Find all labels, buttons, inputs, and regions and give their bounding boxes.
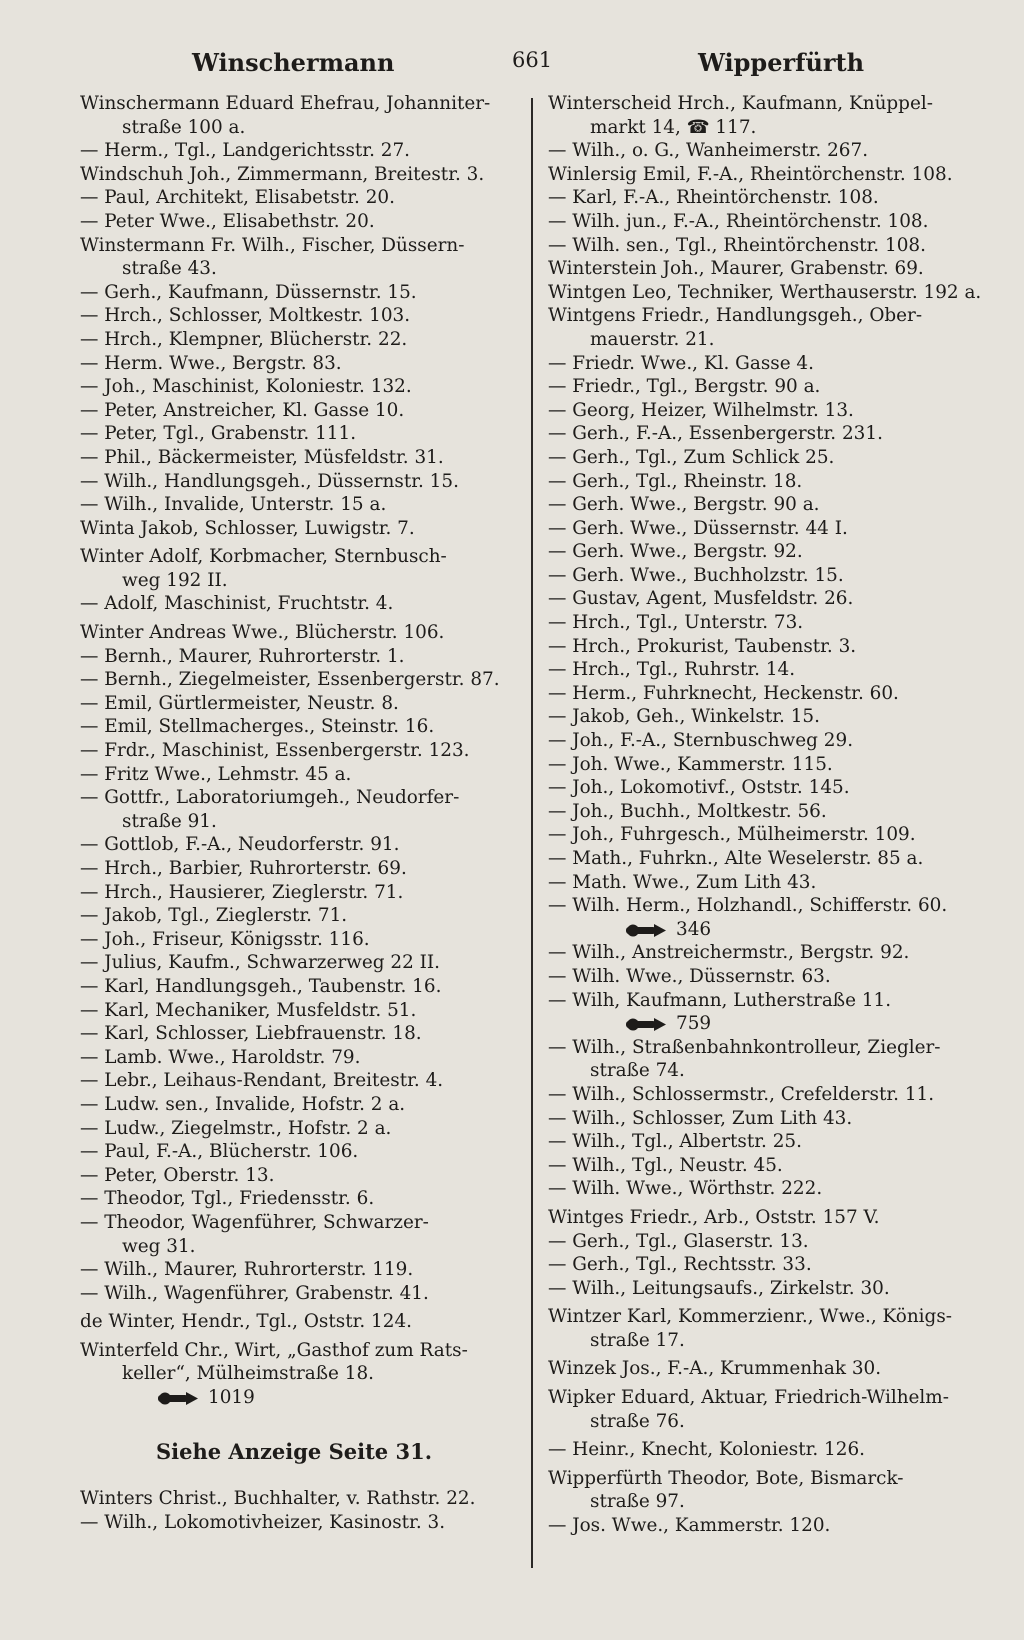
directory-entry [80, 281, 508, 305]
directory-entry [548, 375, 980, 399]
directory-entry [80, 999, 508, 1023]
right-column [548, 92, 980, 1538]
directory-entry [80, 210, 508, 234]
entry-line: Wintzer Karl, Kommerzienr., Wwe., Königs- [548, 1306, 952, 1328]
directory-entry [80, 517, 508, 541]
entry-line: — Hrch., Barbier, Ruhrorterstr. 69. [80, 858, 407, 879]
entry-line: — Wilh., Straßenbahnkontrolleur, Ziegler- [548, 1036, 941, 1058]
entry-line: — Joh. Wwe., Kammerstr. 115. [548, 753, 833, 775]
directory-entry [548, 611, 980, 635]
entry-line: — Gustav, Agent, Musfeldstr. 26. [548, 588, 854, 610]
directory-entry [80, 422, 508, 446]
telephone-icon [624, 1015, 668, 1033]
entry-line: — Wilh., Invalide, Unterstr. 15 a. [80, 494, 387, 516]
directory-entry [80, 446, 508, 470]
entry-line: Winta Jakob, Schlosser, Luwigstr. 7. [80, 517, 415, 539]
entry-line: — Karl, Mechaniker, Musfeldstr. 51. [80, 999, 417, 1021]
entry-line: — Jakob, Tgl., Zieglerstr. 71. [80, 905, 348, 927]
entry-line: — Wilh. sen., Tgl., Rheintörchenstr. 108. [548, 234, 926, 256]
telephone-icon [156, 1389, 200, 1407]
directory-entry [80, 163, 508, 187]
entry-line: — Lebr., Leihaus-Rendant, Breitestr. 4. [80, 1070, 444, 1092]
entry-line: — Emil, Gürtlermeister, Neustr. 8. [80, 692, 399, 714]
entry-line: — Friedr., Tgl., Bergstr. 90 a. [548, 376, 821, 398]
entry-line: — Wilh., Wagenführer, Grabenstr. 41. [80, 1282, 429, 1304]
entry-line: — Math., Fuhrkn., Alte Weselerstr. 85 a. [548, 848, 924, 869]
entry-line: — Joh., Lokomotivf., Oststr. 145. [548, 777, 850, 799]
entry-line: — Hrch., Tgl., Unterstr. 73. [548, 612, 804, 634]
directory-entry [548, 1357, 980, 1381]
directory-entry [548, 399, 980, 423]
directory-entry [548, 587, 980, 611]
directory-entry [548, 705, 980, 729]
directory-entry [548, 139, 980, 163]
page-number: 661 [512, 48, 553, 72]
directory-entry [80, 1187, 508, 1211]
entry-line: — Wilh. jun., F.-A., Rheintörchenstr. 108. [548, 210, 929, 232]
directory-entry [548, 1514, 980, 1538]
directory-entry [548, 658, 980, 682]
entry-line: — Jos. Wwe., Kammerstr. 120. [548, 1515, 831, 1537]
entry-line: — Karl, Handlungsgeh., Taubenstr. 16. [80, 975, 442, 997]
entry-line: — Hrch., Tgl., Ruhrstr. 14. [548, 659, 796, 681]
entry-line: Winzek Jos., F.-A., Krummenhak 30. [548, 1358, 882, 1380]
directory-entry [548, 965, 980, 989]
directory-entry [548, 1154, 980, 1178]
directory-entry [548, 753, 980, 777]
entry-line: — Friedr. Wwe., Kl. Gasse 4. [548, 352, 814, 374]
directory-entry [548, 422, 980, 446]
directory-entry [548, 776, 980, 800]
directory-entry [548, 1253, 980, 1277]
directory-entry [548, 1386, 980, 1433]
directory-entry [548, 941, 980, 965]
phone-row [80, 1386, 508, 1410]
directory-entry [80, 1310, 508, 1334]
directory-entry [548, 1305, 980, 1352]
entry-line: — Julius, Kaufm., Schwarzerweg 22 II. [80, 952, 440, 974]
entry-line: Windschuh Joh., Zimmermann, Breitestr. 3. [80, 163, 485, 185]
directory-entry [80, 833, 508, 857]
entry-line: — Wilh., Lokomotivheizer, Kasinostr. 3. [80, 1511, 446, 1533]
entry-line: — Peter, Anstreicher, Kl. Gasse 10. [80, 399, 405, 421]
directory-entry [80, 857, 508, 881]
directory-entry [80, 1164, 508, 1188]
entry-line: — Bernh., Ziegelmeister, Essenbergerstr. 87. [80, 669, 500, 691]
entry-line: — Joh., F.-A., Sternbuschweg 29. [548, 730, 854, 752]
directory-entry [80, 1046, 508, 1070]
telephone-icon [624, 921, 668, 939]
entry-line: de Winter, Hendr., Tgl., Oststr. 124. [80, 1311, 412, 1333]
entry-line: — Ludw., Ziegelmstr., Hofstr. 2 a. [80, 1117, 392, 1139]
column-divider [531, 98, 533, 1568]
directory-entry [80, 645, 508, 669]
directory-entry [80, 1117, 508, 1141]
directory-entry [80, 786, 508, 833]
entry-line: — Gerh., Tgl., Rheinstr. 18. [548, 470, 803, 492]
entry-line: — Joh., Buchh., Moltkestr. 56. [548, 800, 827, 822]
entry-line: — Ludw. sen., Invalide, Hofstr. 2 a. [80, 1093, 406, 1115]
directory-entry [548, 352, 980, 376]
phone-number: 1019 [208, 1387, 255, 1409]
entry-line: — Frdr., Maschinist, Essenbergerstr. 123. [80, 740, 470, 762]
header-right-keyword: Wipperfürth [698, 48, 865, 77]
directory-entry [80, 545, 508, 592]
entry-line: Wintges Friedr., Arb., Oststr. 157 V. [548, 1206, 880, 1228]
directory-entry [80, 1093, 508, 1117]
entry-line: — Paul, F.-A., Blücherstr. 106. [80, 1141, 359, 1163]
directory-entry [80, 92, 508, 139]
entry-continuation: markt 14, ☎ 117. [590, 116, 757, 138]
advertisement-note: Siehe Anzeige Seite 31. [155, 1438, 433, 1464]
entry-line: — Gerh. Wwe., Buchholzstr. 15. [548, 564, 844, 586]
entry-continuation: straße 100 a. [122, 116, 246, 138]
directory-entry [548, 1438, 980, 1462]
entry-line: — Gerh., F.-A., Essenbergerstr. 231. [548, 423, 883, 445]
entry-line: — Jakob, Geh., Winkelstr. 15. [548, 706, 820, 728]
entry-line: Winter Adolf, Korbmacher, Sternbusch- [80, 546, 447, 568]
entry-line: Winterstein Joh., Maurer, Grabenstr. 69. [548, 258, 924, 280]
entry-line: Wintgen Leo, Techniker, Werthauserstr. 192 a. [548, 281, 982, 303]
directory-entry [548, 989, 980, 1036]
entry-line: — Peter, Oberstr. 13. [80, 1164, 275, 1186]
entry-continuation: straße 91. [122, 810, 217, 832]
directory-entry [80, 739, 508, 763]
directory-entry [80, 668, 508, 692]
directory-entry [80, 375, 508, 399]
entry-line: Winterscheid Hrch., Kaufmann, Knüppel- [548, 93, 933, 114]
entry-line: — Emil, Stellmacherges., Steinstr. 16. [80, 716, 435, 738]
entry-line: — Phil., Bäckermeister, Müsfeldstr. 31. [80, 446, 444, 468]
directory-entry [548, 635, 980, 659]
entry-continuation: mauerstr. 21. [590, 328, 715, 350]
directory-entry [548, 257, 980, 281]
directory-entry [548, 92, 980, 139]
phone-row [548, 918, 980, 942]
entry-continuation: straße 97. [590, 1491, 685, 1513]
entry-line: — Karl, F.-A., Rheintörchenstr. 108. [548, 187, 879, 209]
entry-line: — Hrch., Prokurist, Taubenstr. 3. [548, 635, 857, 657]
directory-entry [548, 1083, 980, 1107]
entry-line: — Karl, Schlosser, Liebfrauenstr. 18. [80, 1023, 422, 1045]
entry-continuation: straße 74. [590, 1060, 685, 1082]
entry-line: — Hrch., Klempner, Blücherstr. 22. [80, 328, 408, 350]
directory-entry [548, 1130, 980, 1154]
phone-number: 346 [676, 918, 712, 940]
entry-line: — Gottlob, F.-A., Neudorferstr. 91. [80, 834, 400, 856]
directory-entry [548, 446, 980, 470]
entry-line: — Georg, Heizer, Wilhelmstr. 13. [548, 399, 854, 421]
directory-entry [80, 621, 508, 645]
directory-entry [80, 399, 508, 423]
entry-continuation: weg 192 II. [122, 569, 228, 591]
directory-entry [548, 163, 980, 187]
directory-entry [80, 234, 508, 281]
entry-line: — Bernh., Maurer, Ruhrorterstr. 1. [80, 645, 405, 667]
directory-entry [80, 1022, 508, 1046]
entry-line: — Heinr., Knecht, Koloniestr. 126. [548, 1439, 866, 1461]
directory-entry [548, 1107, 980, 1131]
entry-line: Winschermann Eduard Ehefrau, Johanniter- [80, 93, 491, 114]
entry-continuation: keller“, Mülheimstraße 18. [122, 1363, 375, 1385]
directory-entry [548, 564, 980, 588]
entry-line: Wintgens Friedr., Handlungsgeh., Ober- [548, 305, 923, 327]
directory-entry [548, 234, 980, 258]
entry-line: — Herm., Fuhrknecht, Heckenstr. 60. [548, 682, 899, 704]
directory-entry [548, 1467, 980, 1514]
entry-line: — Gerh., Tgl., Rechtsstr. 33. [548, 1254, 812, 1276]
entry-line: — Joh., Friseur, Königsstr. 116. [80, 928, 370, 950]
entry-line: — Gerh., Kaufmann, Düssernstr. 15. [80, 281, 417, 303]
entry-line: — Wilh., Schlosser, Zum Lith 43. [548, 1107, 853, 1129]
directory-entry [548, 800, 980, 824]
directory-entry [80, 692, 508, 716]
entry-line: — Gerh. Wwe., Düssernstr. 44 I. [548, 517, 848, 539]
entry-line: — Theodor, Tgl., Friedensstr. 6. [80, 1188, 375, 1210]
entry-line: — Adolf, Maschinist, Fruchtstr. 4. [80, 593, 394, 615]
directory-entry [80, 715, 508, 739]
entry-line: — Wilh. Herm., Holzhandl., Schifferstr. 60. [548, 895, 948, 917]
directory-entry [548, 871, 980, 895]
directory-entry [548, 1277, 980, 1301]
directory-entry [548, 493, 980, 517]
entry-line: Winter Andreas Wwe., Blücherstr. 106. [80, 622, 445, 644]
directory-entry [548, 1230, 980, 1254]
directory-entry [548, 281, 980, 305]
directory-entry [80, 1069, 508, 1093]
directory-entry [80, 352, 508, 376]
directory-entry [80, 304, 508, 328]
directory-entry [80, 592, 508, 616]
directory-entry [80, 139, 508, 163]
directory-entry [548, 847, 980, 871]
directory-entry [80, 1487, 508, 1511]
entry-line: — Peter, Tgl., Grabenstr. 111. [80, 423, 357, 445]
directory-entry [548, 470, 980, 494]
directory-entry [548, 540, 980, 564]
entry-line: — Wilh. Wwe., Wörthstr. 222. [548, 1178, 823, 1200]
directory-entry [80, 1511, 508, 1535]
entry-line: — Peter Wwe., Elisabethstr. 20. [80, 210, 375, 232]
entry-line: Winlersig Emil, F.-A., Rheintörchenstr. 108. [548, 163, 953, 185]
entry-line: — Gottfr., Laboratoriumgeh., Neudorfer- [80, 787, 460, 809]
entry-continuation: straße 76. [590, 1410, 685, 1432]
directory-entry [80, 470, 508, 494]
directory-entry [80, 1258, 508, 1282]
directory-entry [548, 823, 980, 847]
entry-line: Winstermann Fr. Wilh., Fischer, Düssern- [80, 234, 465, 256]
phone-number: 759 [676, 1013, 712, 1035]
directory-entry [80, 328, 508, 352]
entry-line: — Wilh., Schlossermstr., Crefelderstr. 11. [548, 1083, 935, 1105]
directory-entry [548, 210, 980, 234]
entry-line: — Theodor, Wagenführer, Schwarzer- [80, 1211, 429, 1233]
entry-line: — Gerh., Tgl., Glaserstr. 13. [548, 1230, 809, 1252]
directory-entry [80, 763, 508, 787]
directory-entry [548, 517, 980, 541]
entry-line: Winters Christ., Buchhalter, v. Rathstr. 22. [80, 1488, 476, 1510]
entry-line: — Wilh, Kaufmann, Lutherstraße 11. [548, 989, 892, 1011]
directory-entry [80, 186, 508, 210]
directory-entry [548, 1206, 980, 1230]
directory-entry [80, 928, 508, 952]
directory-entry [80, 951, 508, 975]
entry-line: — Wilh., Tgl., Albertstr. 25. [548, 1131, 802, 1153]
entry-line: — Wilh., Leitungsaufs., Zirkelstr. 30. [548, 1277, 890, 1299]
entry-line: — Wilh., Tgl., Neustr. 45. [548, 1154, 783, 1176]
entry-line: — Wilh. Wwe., Düssernstr. 63. [548, 965, 831, 987]
entry-line: — Hrch., Hausierer, Zieglerstr. 71. [80, 881, 404, 903]
page-header [0, 42, 1024, 82]
directory-entry [548, 682, 980, 706]
entry-line: — Hrch., Schlosser, Moltkestr. 103. [80, 305, 411, 327]
header-left-keyword: Winschermann [192, 48, 395, 77]
directory-entry [80, 975, 508, 999]
entry-line: — Joh., Fuhrgesch., Mülheimerstr. 109. [548, 824, 916, 846]
directory-entry [80, 493, 508, 517]
entry-line: Wipker Eduard, Aktuar, Friedrich-Wilhelm- [548, 1387, 949, 1409]
entry-line: — Gerh. Wwe., Bergstr. 90 a. [548, 494, 820, 516]
entry-continuation: weg 31. [122, 1235, 196, 1257]
entry-continuation: straße 43. [122, 258, 217, 280]
entry-line: — Gerh. Wwe., Bergstr. 92. [548, 541, 803, 563]
entry-line: — Herm. Wwe., Bergstr. 83. [80, 352, 342, 374]
entry-line: — Herm., Tgl., Landgerichtsstr. 27. [80, 140, 411, 162]
directory-entry [80, 1339, 508, 1410]
phone-row [548, 1012, 980, 1036]
directory-entry [80, 1140, 508, 1164]
entry-continuation: straße 17. [590, 1329, 685, 1351]
entry-line: — Wilh., o. G., Wanheimerstr. 267. [548, 140, 869, 162]
entry-line: — Fritz Wwe., Lehmstr. 45 a. [80, 763, 352, 785]
entry-line: — Math. Wwe., Zum Lith 43. [548, 871, 817, 893]
entry-line: — Lamb. Wwe., Haroldstr. 79. [80, 1046, 361, 1068]
entry-line: — Paul, Architekt, Elisabetstr. 20. [80, 187, 395, 209]
directory-entry [80, 1282, 508, 1306]
entry-line: Wipperfürth Theodor, Bote, Bismarck- [548, 1467, 904, 1489]
directory-entry [548, 304, 980, 351]
directory-entry [548, 1036, 980, 1083]
directory-entry [80, 1211, 508, 1258]
left-column [80, 92, 508, 1534]
directory-entry [548, 729, 980, 753]
directory-entry [80, 904, 508, 928]
directory-entry [548, 1177, 980, 1201]
entry-line: — Wilh., Handlungsgeh., Düssernstr. 15. [80, 470, 459, 492]
entry-line: Winterfeld Chr., Wirt, „Gasthof zum Rats- [80, 1339, 468, 1361]
directory-entry [548, 186, 980, 210]
entry-line: — Joh., Maschinist, Koloniestr. 132. [80, 376, 412, 398]
directory-entry [80, 881, 508, 905]
entry-line: — Gerh., Tgl., Zum Schlick 25. [548, 446, 835, 468]
directory-entry [548, 894, 980, 941]
entry-line: — Wilh., Anstreichermstr., Bergstr. 92. [548, 942, 910, 964]
entry-line: — Wilh., Maurer, Ruhrorterstr. 119. [80, 1259, 414, 1281]
